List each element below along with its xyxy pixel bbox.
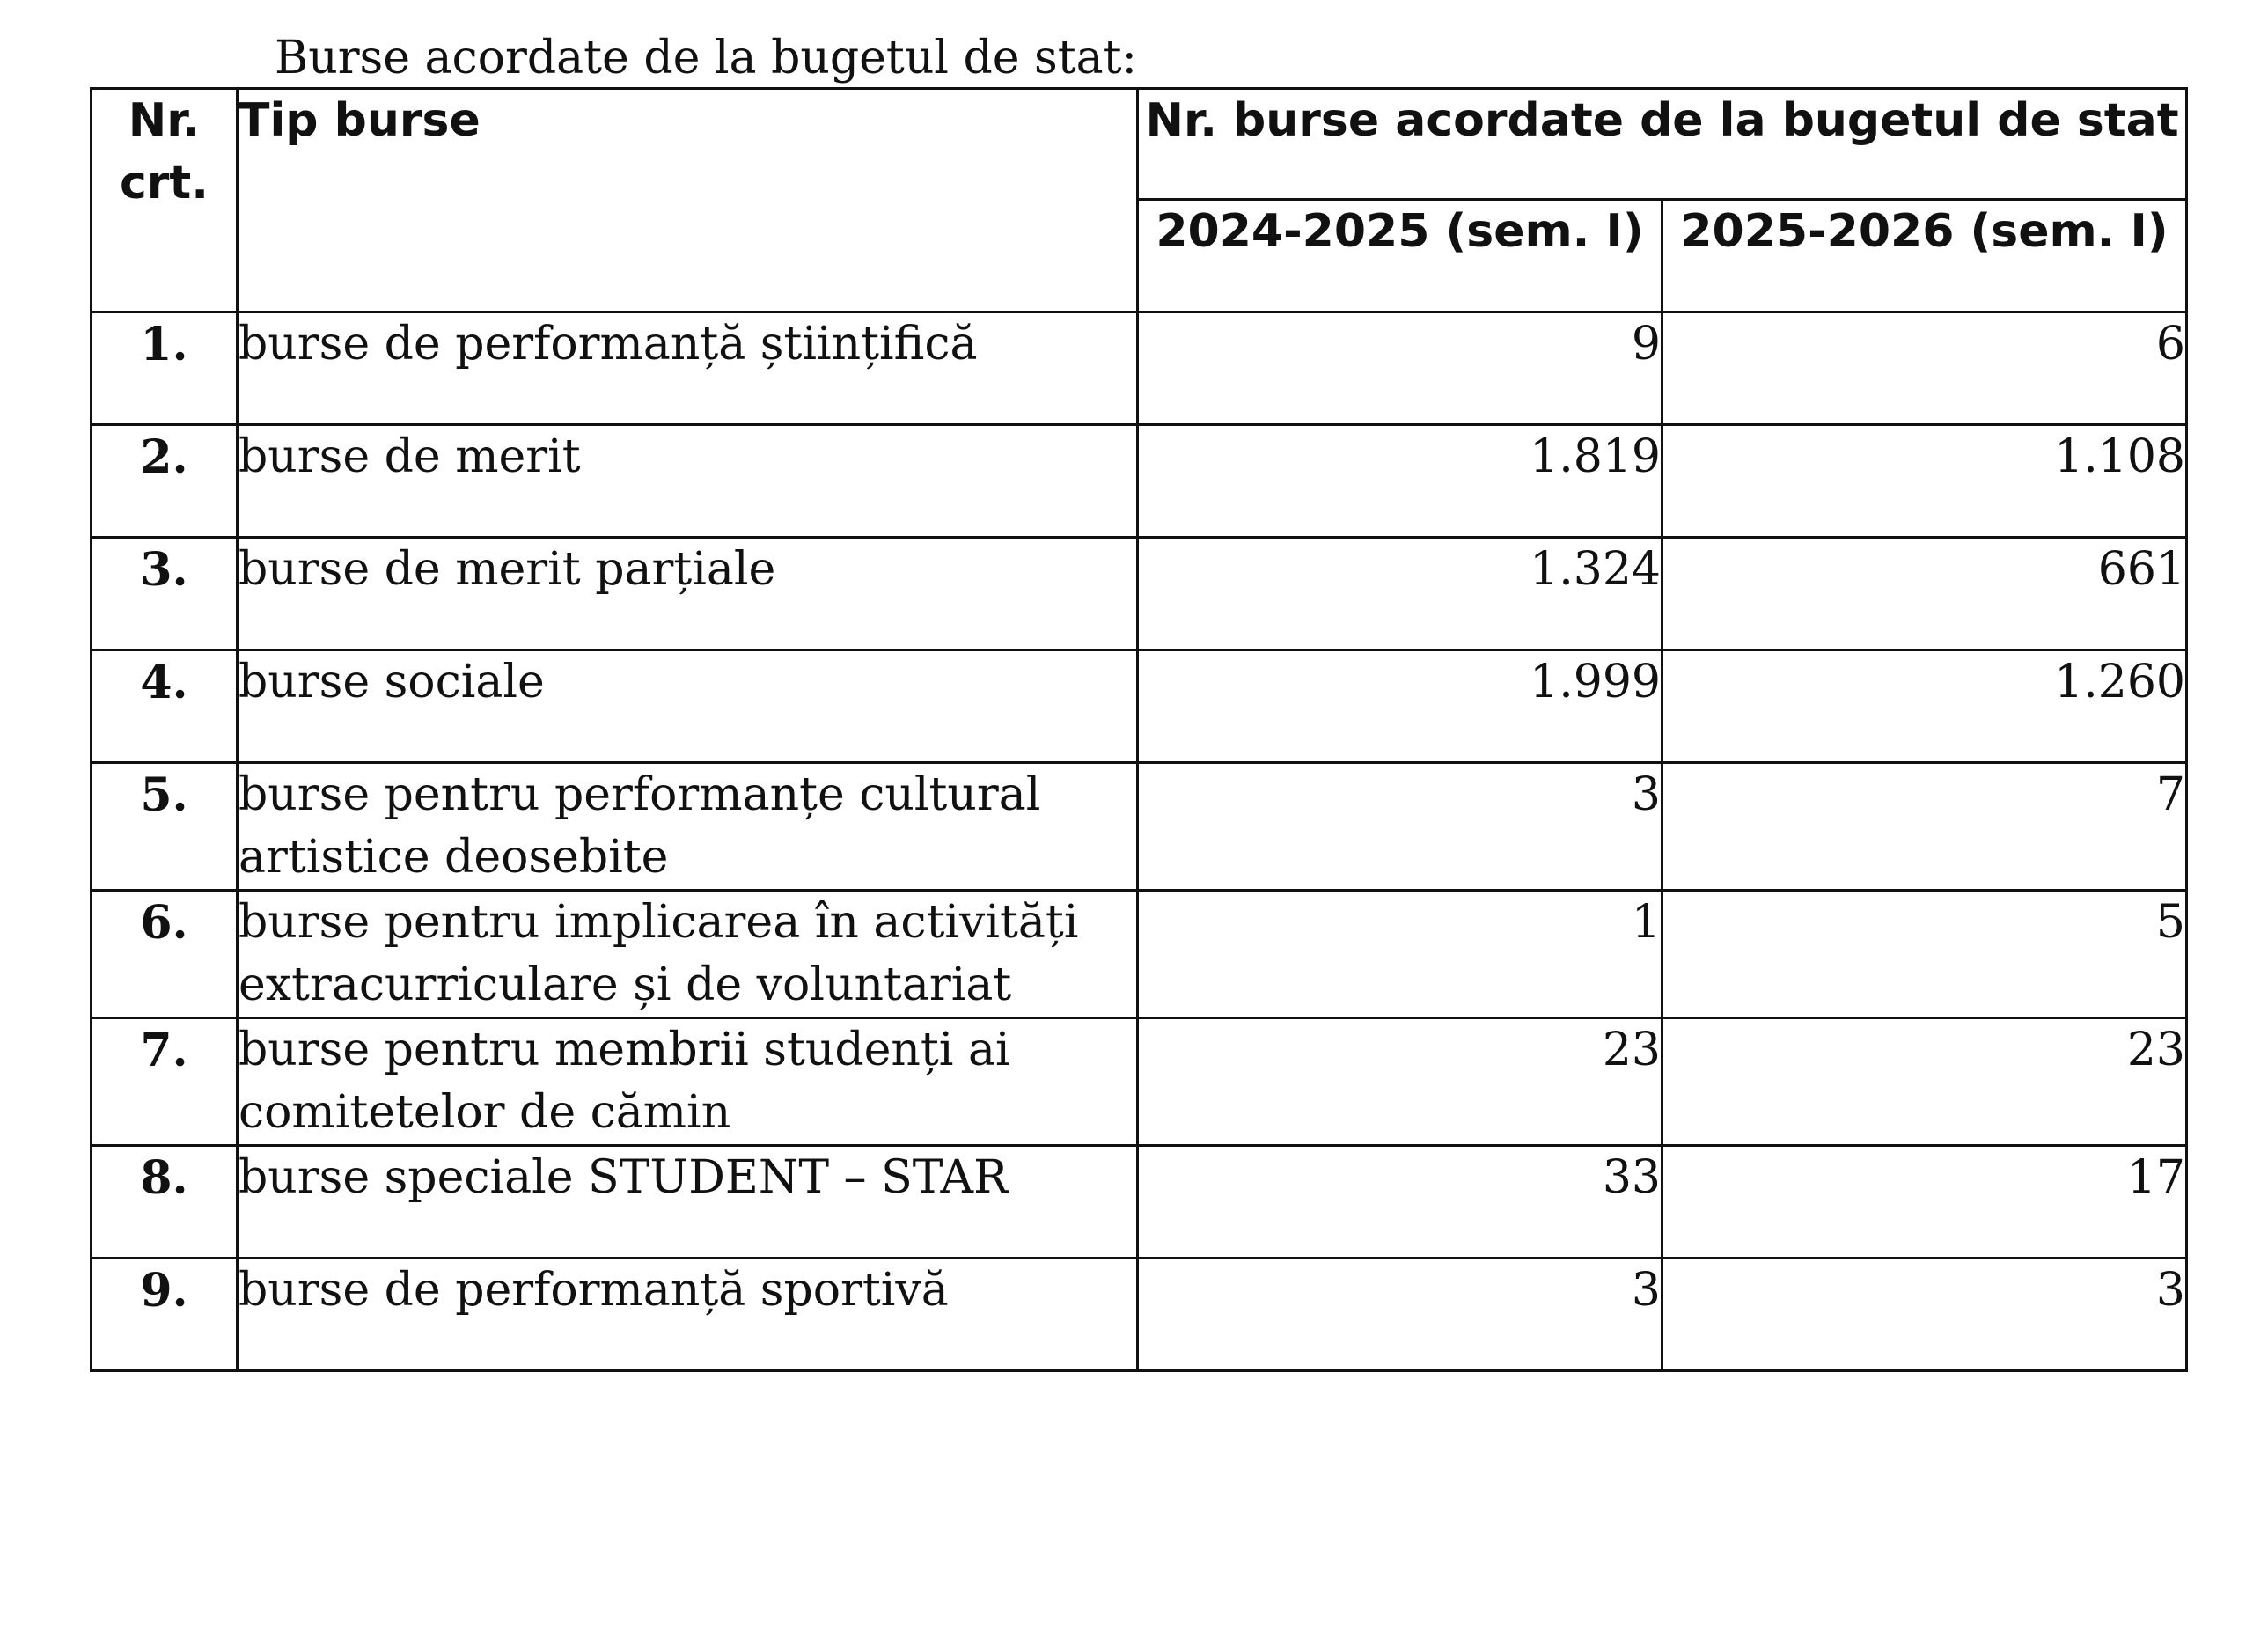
row-number: 2. <box>92 425 238 538</box>
row-value-2025-2026: 661 <box>1662 538 2187 650</box>
row-type: burse pentru membrii studenți ai comitetelor de cămin <box>238 1018 1138 1146</box>
row-type: burse de merit <box>238 425 1138 538</box>
row-type: burse pentru performanțe cultural artistice deosebite <box>238 763 1138 891</box>
row-value-2024-2025: 1.999 <box>1138 650 1662 763</box>
table-row <box>92 425 2187 538</box>
row-value-2024-2025: 1 <box>1138 891 1662 1018</box>
row-number: 7. <box>92 1018 238 1146</box>
row-type: burse de performanță științifică <box>238 312 1138 425</box>
row-type: burse pentru implicarea în activități extracurriculare și de voluntariat <box>238 891 1138 1018</box>
table-row <box>92 891 2187 1018</box>
row-number: 6. <box>92 891 238 1018</box>
row-value-2025-2026: 5 <box>1662 891 2187 1018</box>
row-type: burse sociale <box>238 650 1138 763</box>
row-value-2024-2025: 1.819 <box>1138 425 1662 538</box>
row-number: 8. <box>92 1146 238 1259</box>
row-value-2025-2026: 17 <box>1662 1146 2187 1259</box>
row-value-2025-2026: 1.108 <box>1662 425 2187 538</box>
row-value-2024-2025: 1.324 <box>1138 538 1662 650</box>
row-number: 1. <box>92 312 238 425</box>
row-type: burse speciale STUDENT – STAR <box>238 1146 1138 1259</box>
row-type: burse de performanță sportivă <box>238 1259 1138 1371</box>
row-value-2025-2026: 23 <box>1662 1018 2187 1146</box>
table-row <box>92 538 2187 650</box>
table-caption: Burse acordate de la bugetul de stat: <box>275 32 1138 84</box>
table-row <box>92 1018 2187 1146</box>
row-type: burse de merit parțiale <box>238 538 1138 650</box>
row-value-2024-2025: 3 <box>1138 763 1662 891</box>
row-number: 5. <box>92 763 238 891</box>
row-value-2025-2026: 3 <box>1662 1259 2187 1371</box>
row-value-2025-2026: 6 <box>1662 312 2187 425</box>
row-number: 3. <box>92 538 238 650</box>
header-tip-burse: Tip burse <box>238 89 1138 312</box>
header-year-2024-2025: 2024-2025 (sem. I) <box>1138 200 1662 312</box>
row-value-2025-2026: 7 <box>1662 763 2187 891</box>
table-row <box>92 763 2187 891</box>
row-value-2025-2026: 1.260 <box>1662 650 2187 763</box>
header-group: Nr. burse acordate de la bugetul de stat <box>1138 89 2187 200</box>
table-row <box>92 650 2187 763</box>
table-row <box>92 1146 2187 1259</box>
table-row <box>92 312 2187 425</box>
scholarships-table <box>90 87 2188 1372</box>
row-value-2024-2025: 33 <box>1138 1146 1662 1259</box>
row-number: 9. <box>92 1259 238 1371</box>
row-value-2024-2025: 23 <box>1138 1018 1662 1146</box>
row-value-2024-2025: 3 <box>1138 1259 1662 1371</box>
row-value-2024-2025: 9 <box>1138 312 1662 425</box>
table-row <box>92 1259 2187 1371</box>
row-number: 4. <box>92 650 238 763</box>
header-nr-crt: Nr. crt. <box>92 89 238 312</box>
header-year-2025-2026: 2025-2026 (sem. I) <box>1662 200 2187 312</box>
